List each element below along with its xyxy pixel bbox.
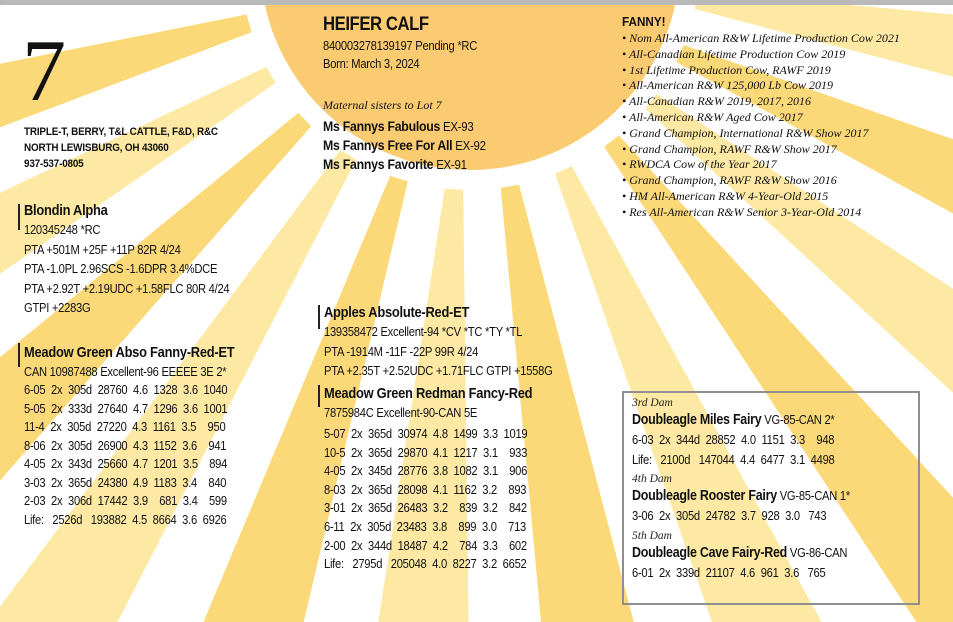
sire-bracket xyxy=(18,204,20,230)
fourth-dam-record: 3-06 2x 305d 24782 3.7 928 3.0 743 xyxy=(632,508,827,523)
mgs-pta-2: PTA +2.35T +2.52UDC +1.71FLC GTPI +1558G xyxy=(324,363,553,378)
dam-record-row: 8-06 2x 305d 26900 4.3 1152 3.6 941 xyxy=(24,437,227,453)
sire-pta-2: PTA -1.0PL 2.96SCS -1.6DPR 3.4%DCE xyxy=(24,261,218,276)
bullet-icon: • xyxy=(622,78,629,93)
fanny-heading: FANNY! xyxy=(622,14,666,29)
third-dam-name: Doubleagle Miles Fairy VG-85-CAN 2* xyxy=(632,412,835,428)
dam-records xyxy=(24,381,234,529)
bullet-icon: • xyxy=(622,94,629,109)
maternal-sisters xyxy=(323,98,508,174)
fanny-honors xyxy=(622,14,900,221)
consignor-info xyxy=(24,124,239,172)
honor-item: • RWDCA Cow of the Year 2017 xyxy=(622,157,777,172)
granddam-id: 7875984C Excellent-90-CAN 5E xyxy=(324,405,478,420)
sire-reg: 120345248 *RC xyxy=(24,222,101,237)
third-dam xyxy=(632,396,868,469)
mgs-name: Apples Absolute-Red-ET xyxy=(324,304,470,321)
honor-item: • Res All-American R&W Senior 3-Year-Old 2014 xyxy=(622,204,862,219)
honor-item: • Grand Champion, RAWF R&W Show 2017 xyxy=(622,141,837,156)
dam-record-row: 5-05 2x 333d 27640 4.7 1296 3.6 1001 xyxy=(24,400,228,416)
bullet-icon: • xyxy=(622,157,630,172)
fifth-dam xyxy=(632,529,882,583)
honor-item: • All-Canadian Lifetime Production Cow 2019 xyxy=(622,46,846,61)
bullet-icon: • xyxy=(622,125,630,140)
dam-record-row: 6-05 2x 305d 28760 4.6 1328 3.6 1040 xyxy=(24,382,228,397)
consignor-phone: 937-537-0805 xyxy=(24,158,84,170)
third-dam-record-1: 6-03 2x 344d 28852 4.0 1151 3.3 948 xyxy=(632,432,835,447)
sister-2: Ms Fannys Free For All EX-92 xyxy=(323,136,486,153)
granddam-name: Meadow Green Redman Fancy-Red xyxy=(324,385,533,402)
fourth-dam xyxy=(632,472,885,526)
granddam-record-row: Life: 2795d 205048 4.0 8227 3.2 6652 xyxy=(324,556,527,572)
sister-3: Ms Fannys Favorite EX-91 xyxy=(323,155,467,172)
honor-item: • Nom All-American R&W Lifetime Production Cow 2021 xyxy=(622,31,900,45)
honor-item: • Grand Champion, RAWF R&W Show 2016 xyxy=(622,173,837,188)
third-dam-life: Life: 2100d 147044 4.4 6477 3.1 4498 xyxy=(632,451,835,467)
dam-name: Meadow Green Abso Fanny-Red-ET xyxy=(24,344,235,361)
animal-birthdate: Born: March 3, 2024 xyxy=(323,56,420,71)
consignor-name: TRIPLE-T, BERRY, T&L CATTLE, F&D, R&C xyxy=(24,126,218,138)
third-dam-label: 3rd Dam xyxy=(632,397,673,409)
honor-item: • HM All-American R&W 4-Year-Old 2015 xyxy=(622,188,829,203)
fifth-dam-name: Doubleagle Cave Fairy-Red VG-86-CAN xyxy=(632,545,848,561)
bullet-icon: • xyxy=(622,173,630,188)
dam-bracket xyxy=(18,343,20,367)
dam-record-row: 4-05 2x 343d 25660 4.7 1201 3.5 894 xyxy=(24,456,228,471)
sire-pta-1: PTA +501M +25F +11P 82R 4/24 xyxy=(24,241,181,257)
animal-id: 840003278139197 Pending *RC xyxy=(323,38,478,53)
bullet-icon: • xyxy=(622,31,630,45)
bullet-icon: • xyxy=(622,62,630,77)
mgs-pta-1: PTA -1914M -11F -22P 99R 4/24 xyxy=(324,343,479,359)
honors-list xyxy=(622,31,900,221)
bullet-icon: • xyxy=(622,204,630,219)
granddam-bracket xyxy=(318,385,320,407)
mgs-reg: 139358472 Excellent-94 *CV *TC *TY *TL xyxy=(324,324,523,339)
bullet-icon: • xyxy=(622,109,629,124)
animal-title: HEIFER CALF xyxy=(323,14,429,35)
lot-number: 7 xyxy=(22,23,66,120)
sire-pta-3: PTA +2.92T +2.19UDC +1.58FLC 80R 4/24 xyxy=(24,280,230,296)
dam-record-row: 2-03 2x 306d 17442 3.9 681 3.4 599 xyxy=(24,493,227,508)
sire-block xyxy=(24,201,263,318)
dam-id: CAN 10987488 Excellent-96 EEEEE 3E 2* xyxy=(24,364,227,379)
sire-name: Blondin Alpha xyxy=(24,202,108,219)
granddam-records xyxy=(324,425,532,574)
fifth-dam-record: 6-01 2x 339d 21107 4.6 961 3.6 765 xyxy=(632,565,826,580)
granddam-record-row: 3-01 2x 365d 26483 3.2 839 3.2 842 xyxy=(324,500,527,516)
sire-gtpi: GTPI +2283G xyxy=(24,300,91,315)
bullet-icon: • xyxy=(622,46,629,61)
honor-item: • All-Canadian R&W 2019, 2017, 2016 xyxy=(622,94,811,109)
granddam-record-row: 5-07 2x 365d 30974 4.8 1499 3.3 1019 xyxy=(324,426,528,441)
consignor-address: NORTH LEWISBURG, OH 43060 xyxy=(24,142,169,154)
fifth-dam-label: 5th Dam xyxy=(632,530,672,542)
honor-item: • Grand Champion, International R&W Show 2017 xyxy=(622,125,869,140)
bullet-icon: • xyxy=(622,141,630,156)
granddam-record-row: 4-05 2x 345d 28776 3.8 1082 3.1 906 xyxy=(324,463,528,479)
bullet-icon: • xyxy=(622,188,630,203)
granddam-block xyxy=(324,384,566,574)
maternal-sisters-heading: Maternal sisters to Lot 7 xyxy=(323,98,442,112)
fourth-dam-label: 4th Dam xyxy=(632,473,672,485)
animal-info xyxy=(323,14,502,72)
mgs-block xyxy=(324,303,590,381)
honor-item: • All-American R&W Aged Cow 2017 xyxy=(622,109,803,124)
granddam-record-row: 2-00 2x 344d 18487 4.2 784 3.3 602 xyxy=(324,537,527,553)
fourth-dam-name: Doubleagle Rooster Fairy VG-85-CAN 1* xyxy=(632,488,850,504)
mgs-bracket xyxy=(318,305,320,329)
honor-item: • 1st Lifetime Production Cow, RAWF 2019 xyxy=(622,62,831,77)
granddam-record-row: 10-5 2x 365d 29870 4.1 1217 3.1 933 xyxy=(324,444,528,460)
top-rule xyxy=(0,0,953,5)
dam-block xyxy=(24,343,269,529)
dam-record-row: Life: 2526d 193882 4.5 8664 3.6 6926 xyxy=(24,511,227,527)
dam-record-row: 3-03 2x 365d 24380 4.9 1183 3.4 840 xyxy=(24,474,227,490)
dam-record-row: 11-4 2x 305d 27220 4.3 1161 3.5 950 xyxy=(24,419,226,434)
honor-item: • All-American R&W 125,000 Lb Cow 2019 xyxy=(622,78,833,93)
granddam-record-row: 6-11 2x 305d 23483 3.8 899 3.0 713 xyxy=(324,518,527,534)
sister-1: Ms Fannys Fabulous EX-93 xyxy=(323,117,474,134)
granddam-record-row: 8-03 2x 365d 28098 4.1 1162 3.2 893 xyxy=(324,481,527,497)
